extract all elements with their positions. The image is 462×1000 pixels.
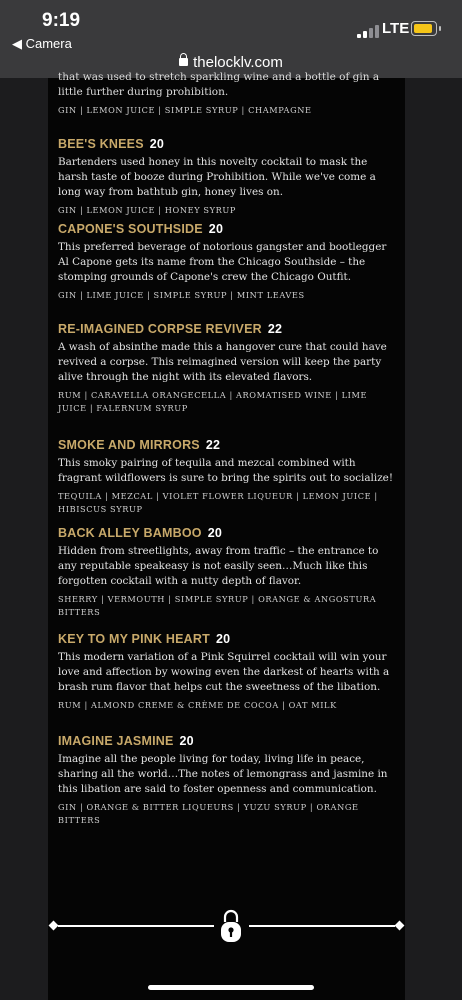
item-price: 20	[149, 137, 165, 151]
item-description: This preferred beverage of notorious gangster and bootlegger Al Capone gets its name from the Chicago Southside – the stomping grounds of Capone's crew the Chicago Outfit.	[58, 241, 387, 283]
network-label: LTE	[382, 20, 410, 37]
url-text: thelocklv.com	[193, 54, 283, 71]
item-price: 20	[207, 526, 222, 540]
menu-item	[58, 438, 398, 516]
item-name: KEY TO MY PINK HEART	[58, 632, 210, 646]
item-ingredients: GIN | LEMON JUICE | SIMPLE SYRUP | CHAMPAGNE	[58, 105, 312, 115]
item-ingredients: RUM | CARAVELLA ORANGECELLA | AROMATISED WINE | LIME JUICE | FALERNUM SYRUP	[58, 390, 368, 413]
menu-item	[58, 734, 398, 827]
item-name: SMOKE AND MIRRORS	[58, 438, 200, 452]
menu-item	[58, 137, 398, 217]
item-name: CAPONE'S SOUTHSIDE	[58, 222, 203, 236]
menu-item	[58, 632, 398, 712]
item-description: This smoky pairing of tequila and mezcal combined with fragrant wildflowers is sure to bring the spirits out to socialize!	[58, 457, 393, 484]
item-name: RE-IMAGINED CORPSE REVIVER	[58, 322, 262, 336]
item-title	[58, 632, 398, 646]
item-title	[58, 734, 398, 748]
item-price: 20	[208, 222, 224, 236]
item-price: 22	[267, 322, 283, 336]
item-ingredients: GIN | LEMON JUICE | HONEY SYRUP	[58, 205, 236, 215]
item-description: Imagine all the people living for today, living life in peace, sharing all the world…The notes of lemongrass and jasmine in this libation are said to foster openness and communication.	[58, 753, 388, 795]
item-ingredients: GIN | LIME JUICE | SIMPLE SYRUP | MINT LEAVES	[58, 290, 305, 300]
back-to-camera-link[interactable]: ◀ Camera	[12, 36, 72, 51]
padlock-icon	[219, 908, 243, 944]
cocktail-menu	[48, 71, 405, 1000]
item-ingredients: GIN | ORANGE & BITTER LIQUEURS | YUZU SYRUP | ORANGE BITTERS	[58, 802, 359, 825]
item-ingredients: TEQUILA | MEZCAL | VIOLET FLOWER LIQUEUR | LEMON JUICE | HIBISCUS SYRUP	[58, 491, 378, 514]
diamond-icon	[395, 921, 405, 931]
menu-item	[58, 222, 398, 302]
status-time: 9:19	[42, 10, 81, 31]
item-description: Hidden from streetlights, away from traffic – the entrance to any reputable speakeasy is not easily seen…Much like this forgotten cocktail with a nutty depth of flavor.	[58, 545, 379, 587]
item-title	[58, 526, 398, 540]
item-price: 22	[205, 438, 221, 452]
item-ingredients: SHERRY | VERMOUTH | SIMPLE SYRUP | ORANGE & ANGOSTURA BITTERS	[58, 594, 377, 617]
item-price: 20	[215, 632, 231, 646]
item-name: BACK ALLEY BAMBOO	[58, 526, 202, 540]
home-indicator[interactable]	[148, 985, 314, 990]
item-name: BEE'S KNEES	[58, 137, 144, 151]
item-name: IMAGINE JASMINE	[58, 734, 174, 748]
ornamental-divider	[48, 906, 405, 946]
item-description: Bartenders used honey in this novelty cocktail to mask the harsh taste of booze during Prohibition. While we've come a long way from bathtub gin, honey lives on.	[58, 156, 376, 198]
menu-item	[58, 322, 398, 415]
item-description: A wash of absinthe made this a hangover cure that could have revived a corpse. This reimagined version will keep the party alive through the night with its elevated flavors.	[58, 341, 387, 383]
diamond-icon	[49, 921, 59, 931]
cut-off-item	[58, 70, 398, 117]
item-ingredients: RUM | ALMOND CREME & CRÈME DE COCOA | OAT MILK	[58, 700, 337, 710]
url-bar[interactable]	[0, 54, 462, 71]
item-title	[58, 438, 398, 452]
lock-icon	[179, 58, 188, 66]
battery-icon	[411, 21, 437, 36]
item-price: 20	[179, 734, 194, 748]
status-bar	[0, 0, 462, 78]
item-title	[58, 322, 398, 336]
item-description: This modern variation of a Pink Squirrel cocktail will win your love and affection by wowing even the darkest of hearts with a brash rum flavor that helps cut the sweetness of the libation.	[58, 651, 390, 693]
signal-icon	[357, 24, 383, 38]
item-title	[58, 222, 398, 236]
item-title	[58, 137, 398, 151]
item-description: that was used to stretch sparkling wine and a bottle of gin a little further during prohibition.	[58, 71, 380, 98]
menu-item	[58, 526, 398, 619]
